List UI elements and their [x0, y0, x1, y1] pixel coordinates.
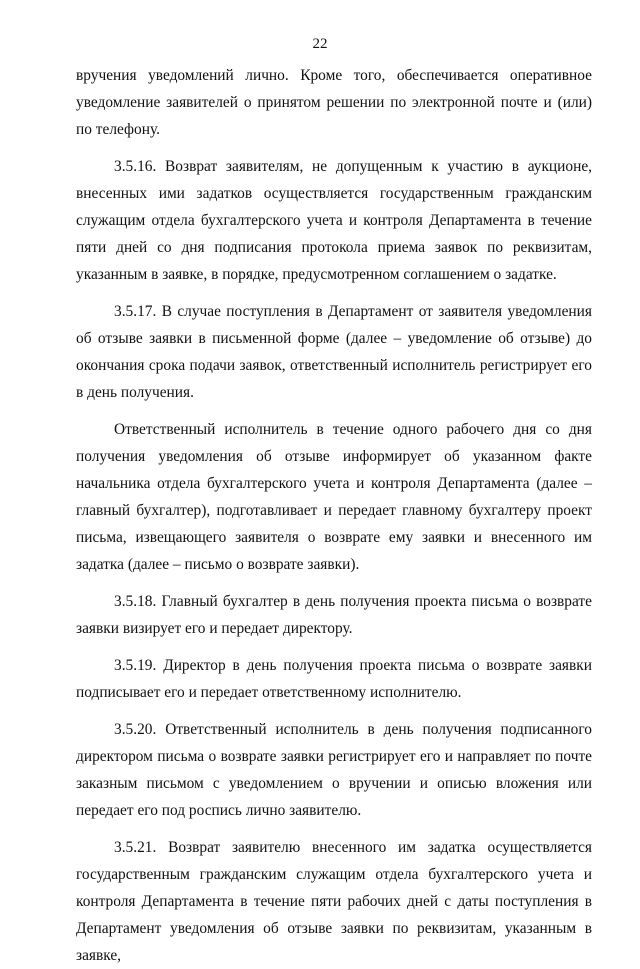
paragraph-continuation: вручения уведомлений лично. Кроме того, обеспечивается оперативное уведомление заявителей о принятом решении по электронной почте и (или) по телефону.	[76, 67, 592, 138]
document-body	[76, 62, 592, 969]
page-number: 22	[312, 36, 328, 52]
paragraph-3-5-21: 3.5.21. Возврат заявителю внесенного им задатка осуществляется государственным гражданским служащим отдела бухгалтерского учета и контроля Департамента в течение пяти рабочих дней с даты поступления в Департамент уведомления об отзыве заявки по реквизитам, указанным в заявке,	[76, 839, 592, 964]
paragraph-3-5-20: 3.5.20. Ответственный исполнитель в день получения подписанного директором письма о возврате заявки регистрирует его и направляет по почте заказным письмом с уведомлением о вручении и описью вложения или передает его под роспись лично заявителю.	[76, 721, 592, 819]
paragraph-3-5-18: 3.5.18. Главный бухгалтер в день получения проекта письма о возврате заявки визирует его и передает директору.	[76, 593, 592, 637]
paragraph-3-5-16: 3.5.16. Возврат заявителям, не допущенным к участию в аукционе, внесенных ими задатков осуществляется государственным гражданским служащим отдела бухгалтерского учета и контроля Департамента в течение пяти дней со дня подписания протокола приема заявок по реквизитам, указанным в заявке, в порядке, предусмотренном соглашением о задатке.	[76, 158, 592, 283]
paragraph-responsible-executor: Ответственный исполнитель в течение одного рабочего дня со дня получения уведомления об отзыве информирует об указанном факте начальника отдела бухгалтерского учета и контроля Департамента (далее – главный бухгалтер), подготавливает и передает главному бухгалтеру проект письма, извещающего заявителя о возврате ему заявки и внесенного им задатка (далее – письмо о возврате заявки).	[76, 421, 592, 573]
paragraph-3-5-19: 3.5.19. Директор в день получения проекта письма о возврате заявки подписывает его и передает ответственному исполнителю.	[76, 657, 592, 701]
paragraph-3-5-17: 3.5.17. В случае поступления в Департамент от заявителя уведомления об отзыве заявки в письменной форме (далее – уведомление об отзыве) до окончания срока подачи заявок, ответственный исполнитель регистрирует его в день получения.	[76, 303, 592, 401]
